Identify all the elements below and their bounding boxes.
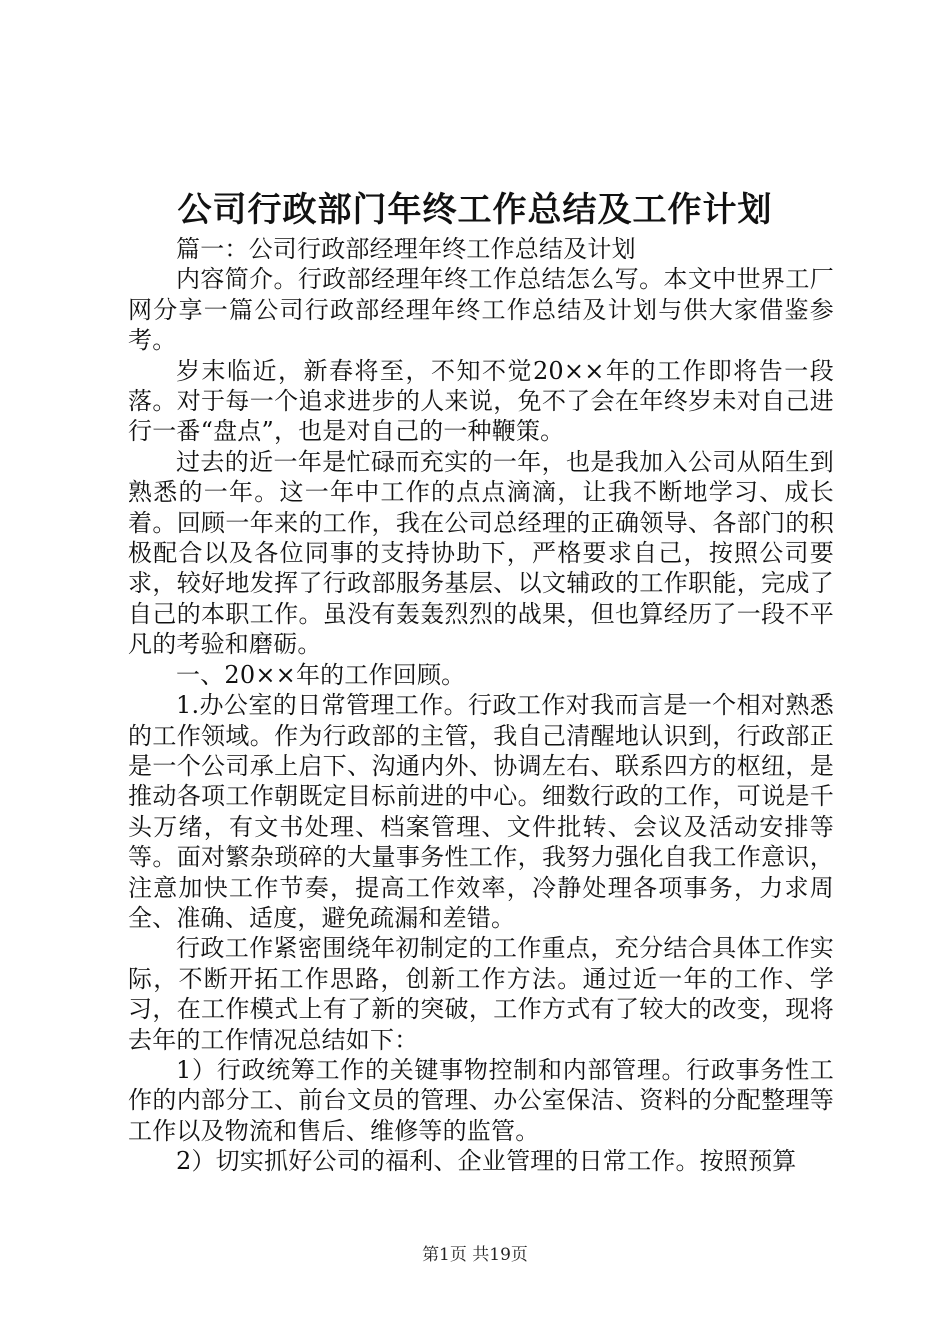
document-body: [128, 234, 834, 1177]
paragraph-item-2: 2）切实抓好公司的福利、企业管理的日常工作。按照预算: [176, 1147, 797, 1176]
paragraph-past-year: 过去的近一年是忙碌而充实的一年，也是我加入公司从陌生到熟悉的一年。这一年中工作的点点滴滴，让我不断地学习、成长着。回顾一年来的工作，我在公司总经理的正确领导、各部门的积极配合以及各位同事的支持协助下，严格要求自己，按照公司要求，较好地发挥了行政部服务基层、以文辅政的工作职能，完成了自己的本职工作。虽没有轰轰烈烈的战果，但也算经历了一段不平凡的考验和磨砺。: [128, 447, 834, 659]
paragraph-work-focus: 行政工作紧密围绕年初制定的工作重点，充分结合具体工作实际，不断开拓工作思路，创新工作方法。通过近一年的工作、学习，在工作模式上有了新的突破，工作方式有了较大的改变，现将去年的工作情况总结如下：: [128, 934, 834, 1054]
paragraph-review-heading: 一、20××年的工作回顾。: [176, 660, 466, 689]
paragraph-item-1: 1）行政统筹工作的关键事物控制和内部管理。行政事务性工作的内部分工、前台文员的管理、办公室保洁、资料的分配整理等工作以及物流和售后、维修等的监管。: [128, 1055, 834, 1145]
document-title: 公司行政部门年终工作总结及工作计划: [177, 190, 773, 230]
paragraph-office-management: 1.办公室的日常管理工作。行政工作对我而言是一个相对熟悉的工作领域。作为行政部的主管，我自己清醒地认识到，行政部正是一个公司承上启下、沟通内外、协调左右、联系四方的枢纽，是推动各项工作朝既定目标前进的中心。细数行政的工作，可说是千头万绪，有文书处理、档案管理、文件批转、会议及活动安排等等。面对繁杂琐碎的大量事务性工作，我努力强化自我工作意识，注意加快工作节奏，提高工作效率，冷静处理各项事务，力求周全、准确、适度，避免疏漏和差错。: [128, 691, 834, 932]
paragraph-section-heading: 篇一：公司行政部经理年终工作总结及计划: [176, 235, 636, 263]
page-number: 第1页 共19页: [422, 1245, 528, 1265]
paragraph-year-end: 岁末临近，新春将至，不知不觉20××年的工作即将告一段落。对于每一个追求进步的人来说，免不了会在年终岁未对自己进行一番“盘点”，也是对自己的一种鞭策。: [128, 356, 834, 446]
paragraph-intro: 内容简介。行政部经理年终工作总结怎么写。本文中世界工厂网分享一篇公司行政部经理年终工作总结及计划与供大家借鉴参考。: [128, 265, 834, 355]
